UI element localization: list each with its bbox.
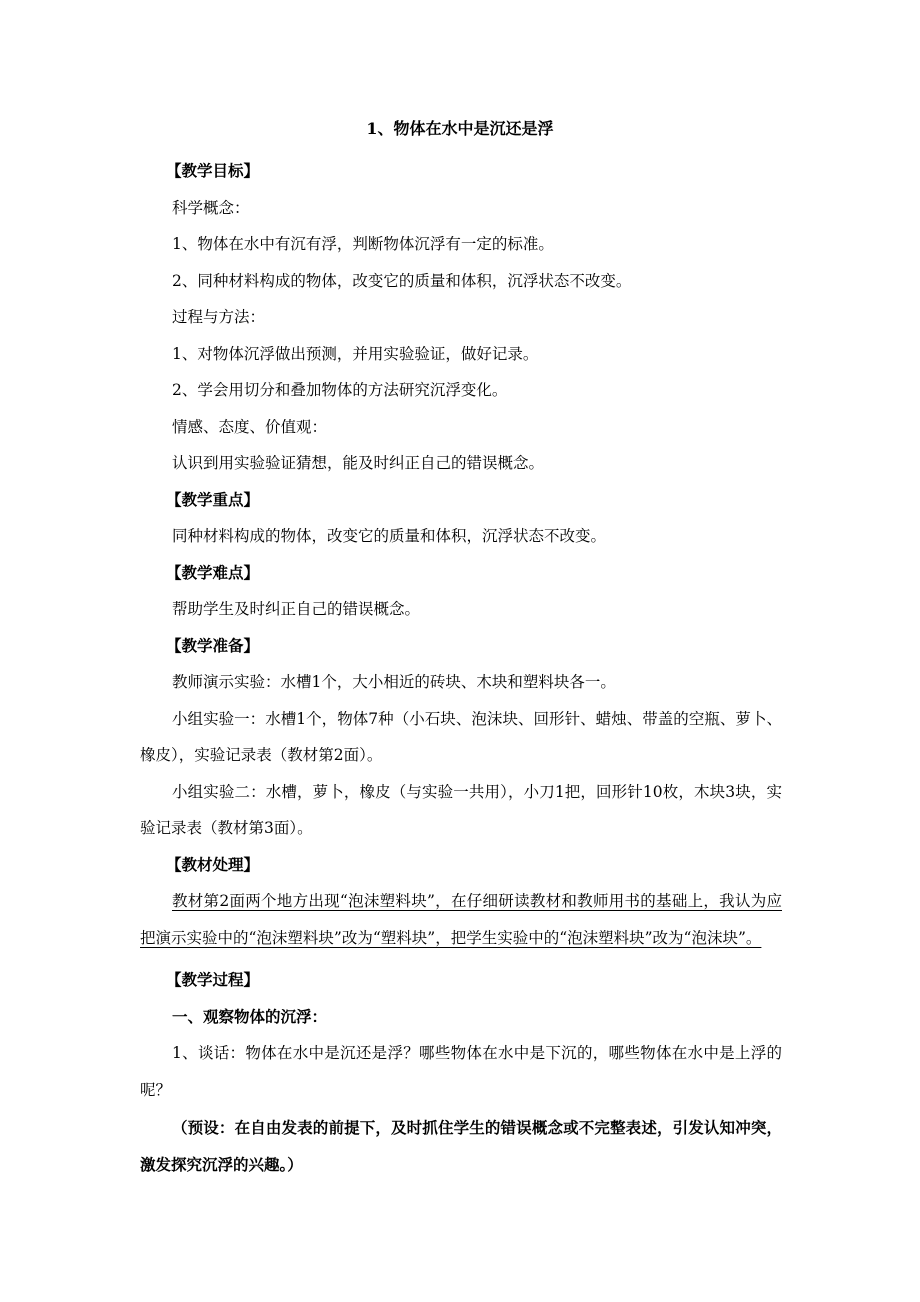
material-heading: 【教材处理】	[166, 854, 260, 874]
attitude-item-1: 认识到用实验验证猜想，能及时纠正自己的错误概念。	[172, 454, 545, 472]
concept-label: 科学概念：	[172, 198, 250, 217]
document-title: 1、物体在水中是沉还是浮	[366, 119, 554, 138]
preparation-heading: 【教学准备】	[166, 635, 260, 655]
material-text-underlined: 教材第2面两个地方出现“泡沫塑料块”，在仔细研读教材和教师用书的基础上，我认为应把演示实验中的“泡沫塑料块”改为“塑料块”，把学生实验中的“泡沫塑料块”改为“泡沫块”。	[140, 892, 782, 947]
document-body	[140, 153, 782, 1183]
process-method-item-2: 2、学会用切分和叠加物体的方法研究沉浮变化。	[172, 381, 508, 399]
process-heading: 【教学过程】	[166, 970, 260, 989]
preset-note: （预设：在自由发表的前提下，及时抓住学生的错误概念或不完整表述，引发认知冲突，激发探究沉浮的兴趣。）	[140, 1118, 782, 1174]
group-experiment-1-text: 小组实验一：水槽1个，物体7种（小石块、泡沫块、回形针、蜡烛、带盖的空瓶、萝卜、橡皮），实验记录表（教材第2面）。	[140, 709, 782, 764]
difficulty-heading: 【教学难点】	[166, 562, 260, 582]
section-1-heading: 一、观察物体的沉浮：	[172, 1006, 328, 1026]
attitude-label: 情感、态度、价值观：	[172, 417, 328, 436]
process-method-label: 过程与方法：	[172, 308, 266, 326]
key-point-heading: 【教学重点】	[166, 489, 260, 509]
process-method-item-1: 1、对物体沉浮做出预测，并用实验验证，做好记录。	[172, 344, 539, 363]
talk-text: 1、谈话：物体在水中是沉还是浮？哪些物体在水中是下沉的，哪些物体在水中是上浮的呢？	[140, 1044, 782, 1099]
teacher-demo-text: 教师演示实验：水槽1个，大小相近的砖块、木块和塑料块各一。	[172, 673, 616, 691]
objectives-heading: 【教学目标】	[166, 161, 260, 180]
group-experiment-2-text: 小组实验二：水槽，萝卜，橡皮（与实验一共用），小刀1把，回形针10枚，木块3块，实验记录表（教材第3面）。	[140, 782, 782, 837]
difficulty-text: 帮助学生及时纠正自己的错误概念。	[172, 600, 421, 618]
key-point-text: 同种材料构成的物体，改变它的质量和体积，沉浮状态不改变。	[172, 527, 607, 545]
material-text	[140, 883, 782, 956]
concept-item-1: 1、物体在水中有沉有浮，判断物体沉浮有一定的标准。	[172, 235, 554, 253]
concept-item-2: 2、同种材料构成的物体，改变它的质量和体积，沉浮状态不改变。	[172, 271, 632, 290]
